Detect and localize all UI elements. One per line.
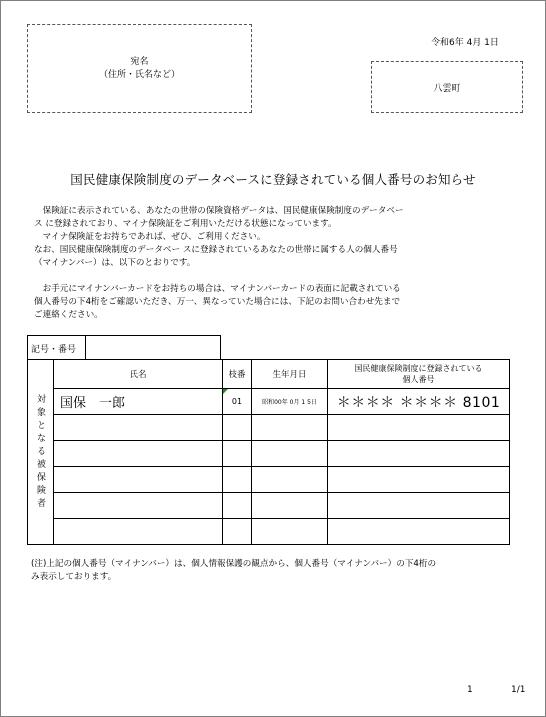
header-edaban: 枝番 bbox=[223, 360, 252, 389]
kigo-number-label: 記号・番号 bbox=[28, 336, 86, 360]
row-edaban bbox=[223, 467, 252, 493]
table-row bbox=[28, 389, 510, 415]
cell-marker-icon bbox=[223, 389, 228, 394]
row-name bbox=[54, 415, 223, 441]
body-line: ス に登録されており、マイナ保険証をご利用いただける状態になっています。 bbox=[34, 219, 337, 229]
row-edaban bbox=[223, 519, 252, 545]
row-mynumber bbox=[328, 441, 510, 467]
kigo-number-value bbox=[86, 336, 220, 360]
row-name bbox=[54, 519, 223, 545]
table-row bbox=[28, 493, 510, 519]
row-birth bbox=[252, 415, 328, 441]
side-label: 対象となる被保険者 bbox=[35, 393, 45, 511]
row-edaban bbox=[223, 415, 252, 441]
footnote bbox=[31, 558, 521, 584]
header-mynumber-line1: 国民健康保険制度に登録されている bbox=[354, 364, 483, 373]
row-mynumber bbox=[328, 467, 510, 493]
table-row bbox=[28, 415, 510, 441]
document-title: 国民健康保険制度のデータベースに登録されている個人番号のお知らせ bbox=[70, 172, 476, 187]
body-text bbox=[34, 205, 524, 322]
row-birth bbox=[252, 467, 328, 493]
header-mynumber bbox=[328, 360, 510, 389]
row-name bbox=[54, 467, 223, 493]
header-mynumber-line2: 個人番号 bbox=[402, 375, 435, 384]
row-birth bbox=[252, 441, 328, 467]
row-mynumber bbox=[328, 415, 510, 441]
kigo-number-row bbox=[27, 335, 221, 360]
body-line: マイナ保険証をお持ちであれば、ぜひ、ご利用ください。 bbox=[34, 232, 266, 242]
body-line: なお、国民健康保険制度のデータベー スに登録されているあなたの世帯に属する人の個人番号 bbox=[34, 245, 398, 255]
table-row bbox=[28, 441, 510, 467]
address-subtitle: （住所・氏名など） bbox=[98, 69, 180, 80]
header-name: 氏名 bbox=[54, 360, 223, 389]
footnote-line: (注)上記の個人番号（マイナンバー）は、個人情報保護の観点から、個人番号（マイナンバー）の下4桁の bbox=[31, 559, 437, 569]
row-edaban: 01 bbox=[231, 397, 243, 406]
body-line: お手元にマイナンバーカードをお持ちの場合は、マイナンバーカードの表面に記載されている bbox=[34, 284, 401, 294]
address-title: 宛名 bbox=[130, 56, 149, 67]
body-line: ご連絡ください。 bbox=[34, 310, 103, 320]
table-row bbox=[28, 519, 510, 545]
row-name bbox=[54, 441, 223, 467]
issuer-name: 八雲町 bbox=[433, 83, 461, 94]
address-box bbox=[27, 24, 252, 113]
body-line: 保険証に表示されている、あなたの世帯の保険資格データは、国民健康保険制度のデータベー bbox=[34, 206, 404, 216]
table-row bbox=[28, 467, 510, 493]
page-number: 1 bbox=[467, 685, 473, 695]
footnote-line: み表示しております。 bbox=[31, 572, 117, 582]
row-edaban bbox=[223, 493, 252, 519]
row-edaban bbox=[223, 441, 252, 467]
row-birth bbox=[252, 493, 328, 519]
body-line: 個人番号の下4桁をご確認いただき、万一、異なっていた場合には、下記のお問い合わせ先まで bbox=[34, 297, 401, 307]
body-line: （マイナンバー）は、以下のとおりです。 bbox=[34, 258, 196, 268]
row-birth: 昭和00年 0月 1 5日 bbox=[252, 389, 328, 415]
header-birth: 生年月日 bbox=[252, 360, 328, 389]
row-name bbox=[54, 493, 223, 519]
row-mynumber: ＊＊＊＊ ＊＊＊＊ 8101 bbox=[328, 389, 510, 415]
issue-date: 令和6年 4月 1日 bbox=[431, 38, 499, 48]
page-total: 1/1 bbox=[511, 685, 526, 695]
insured-persons-table bbox=[27, 359, 510, 545]
side-label-cell bbox=[28, 360, 54, 545]
paragraph-gap bbox=[34, 270, 524, 283]
row-mynumber bbox=[328, 493, 510, 519]
row-mynumber bbox=[328, 519, 510, 545]
row-birth bbox=[252, 519, 328, 545]
row-edaban-cell bbox=[223, 389, 252, 415]
issuer-box bbox=[371, 61, 523, 113]
table-header-row bbox=[28, 360, 510, 389]
row-name: 国保 一郎 bbox=[54, 389, 223, 415]
